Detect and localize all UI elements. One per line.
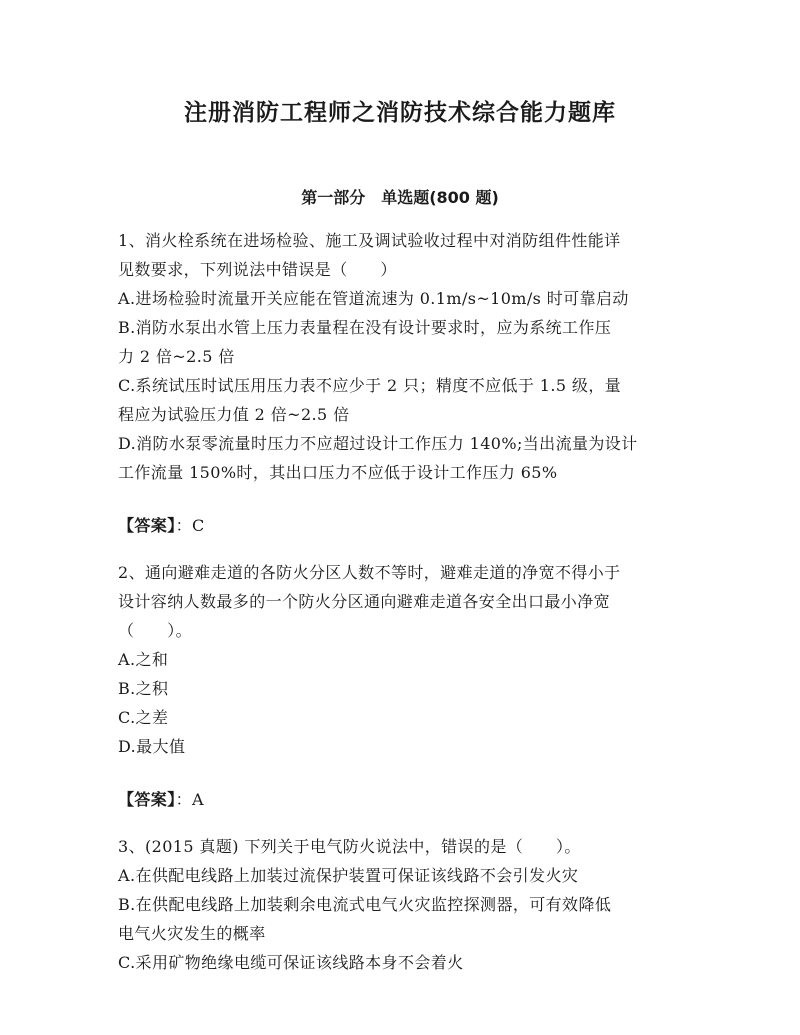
option-d: D.消防水泵零流量时压力不应超过设计工作压力 140%;当出流量为设计 [118,434,638,453]
option-c: C.采用矿物绝缘电缆可保证该线路本身不会着火 [118,953,464,972]
option-a: A.之和 [118,650,169,669]
answer-line [118,511,684,540]
option-a: A.进场检验时流量开关应能在管道流速为 0.1m/s~10m/s 时可靠启动 [118,289,629,308]
question-stem-line: 3、(2015 真题) 下列关于电气防火说法中，错误的是（ ）。 [118,837,581,856]
option-d: D.最大值 [118,737,186,756]
option-b-continued: 力 2 倍~2.5 倍 [118,347,235,366]
question-stem-line: 2、通向避难走道的各防火分区人数不等时，避难走道的净宽不得小于 [118,563,621,582]
answer-label: 【答案】 [118,516,176,535]
question-3 [118,832,684,977]
option-b: B.在供配电线路上加装剩余电流式电气火灾监控探测器，可有效降低 [118,895,612,914]
document-body [118,226,684,977]
answer-line [118,785,684,814]
option-b: B.消防水泵出水管上压力表量程在没有设计要求时，应为系统工作压 [118,318,612,337]
option-c: C.之差 [118,708,169,727]
option-c: C.系统试压时试压用压力表不应少于 2 只；精度不应低于 1.5 级，量 [118,376,622,395]
answer-value: ：A [175,790,204,809]
section-heading: 第一部分 单选题(800 题) [301,188,499,207]
option-b-continued: 电气火灾发生的概率 [118,924,266,943]
answer-value: ：C [175,516,205,535]
option-b: B.之积 [118,679,169,698]
question-stem-line: 见数要求，下列说法中错误是（ ） [118,260,397,279]
answer-label: 【答案】 [118,790,176,809]
question-stem-line: （ ）。 [118,621,193,640]
option-c-continued: 程应为试验压力值 2 倍~2.5 倍 [118,405,350,424]
option-d-continued: 工作流量 150%时，其出口压力不应低于设计工作压力 65% [118,463,558,482]
option-a: A.在供配电线路上加装过流保护装置可保证该线路不会引发火灾 [118,866,579,885]
question-stem-line: 1、消火栓系统在进场检验、施工及调试验收过程中对消防组件性能详 [118,231,621,250]
question-stem-line: 设计容纳人数最多的一个防火分区通向避难走道各安全出口最小净宽 [118,592,611,611]
question-2 [118,558,684,814]
document-title: 注册消防工程师之消防技术综合能力题库 [184,100,616,126]
question-1 [118,226,684,540]
